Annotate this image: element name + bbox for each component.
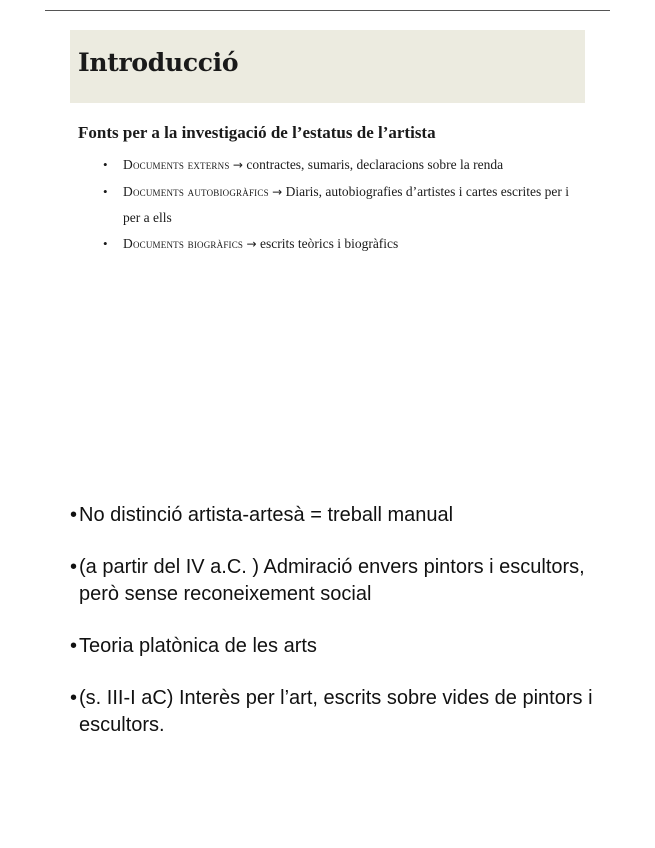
arrow-right-icon: →	[246, 237, 257, 251]
slide-subtitle: Fonts per a la investigació de l’estatus de l’artista	[78, 123, 436, 142]
list-item	[100, 152, 580, 178]
item-term: Documents biogràfics	[123, 236, 244, 251]
note-text: (s. III-I aC) Interès per l’art, escrits sobre vides de pintors i escultors.	[79, 687, 593, 736]
item-text: escrits teòrics i biogràfics	[259, 236, 399, 251]
bullet-icon: •	[70, 556, 78, 578]
title-band	[70, 30, 585, 103]
item-text: contractes, sumaris, declaracions sobre la renda	[246, 157, 504, 172]
note-item	[70, 554, 630, 608]
item-text: Diaris, autobiografies d’artistes i cartes escrites per i per a ells	[123, 184, 569, 225]
bullet-icon: •	[70, 635, 78, 657]
item-term: Documents autobiogràfics	[123, 184, 269, 199]
note-item	[70, 502, 630, 529]
note-text: No distinció artista-artesà = treball manual	[79, 504, 454, 526]
list-item	[100, 179, 580, 230]
arrow-right-icon: →	[272, 185, 283, 199]
note-text: Teoria platònica de les arts	[79, 635, 317, 657]
bullet-icon: •	[103, 236, 108, 251]
slide-title: Introducció	[78, 48, 239, 77]
list-item	[100, 231, 580, 257]
note-item	[70, 633, 630, 660]
note-text: (a partir del IV a.C. ) Admiració envers pintors i escultors, però sense reconeixement social	[79, 556, 585, 605]
note-item	[70, 685, 630, 739]
bullet-icon: •	[70, 687, 78, 709]
top-divider	[45, 10, 610, 11]
slide-bullet-list	[100, 152, 580, 258]
item-term: Documents externs	[123, 157, 230, 172]
bullet-icon: •	[103, 184, 108, 199]
slide-image	[70, 30, 585, 330]
arrow-right-icon: →	[232, 158, 243, 172]
bullet-icon: •	[70, 504, 78, 526]
notes-list	[70, 502, 630, 764]
bullet-icon: •	[103, 157, 108, 172]
